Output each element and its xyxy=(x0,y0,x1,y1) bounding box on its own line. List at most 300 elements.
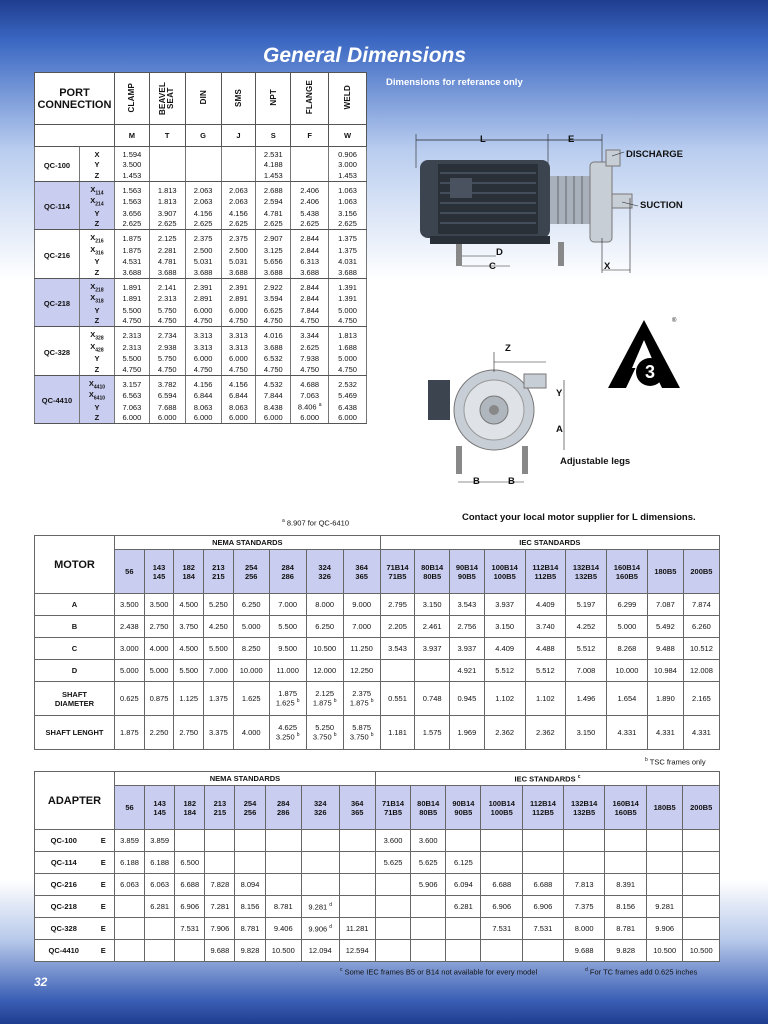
cell-value: 8.063 xyxy=(221,402,256,413)
cell-value: 9.906 $^d$ xyxy=(302,918,340,940)
cell-value: 3.937 xyxy=(415,638,450,660)
cell-value: 5.656 xyxy=(256,256,291,267)
cell-value xyxy=(481,852,523,874)
adapter-model-qc-4410: QC-4410 xyxy=(35,940,93,962)
label-suction: SUCTION xyxy=(640,200,683,211)
motor-row-c: C xyxy=(35,638,115,660)
cell-value: 2.362 xyxy=(484,716,525,750)
cell-value: 5.512 xyxy=(566,638,607,660)
cell-value: 6.000 xyxy=(185,413,221,424)
cell-value: 3.688 xyxy=(291,267,329,278)
cell-value: 4.750 xyxy=(256,316,291,327)
cell-value: 6.000 xyxy=(149,413,185,424)
cell-value: 6.688 xyxy=(523,874,564,896)
cell-value: 3.740 xyxy=(525,616,565,638)
cell-value: 10.000 xyxy=(606,660,647,682)
cell-value: 2.750 xyxy=(174,716,204,750)
cell-value: 3.150 xyxy=(415,594,450,616)
frame-col-header: 71B14 71B5 xyxy=(375,786,410,830)
cell-value: 6.532 xyxy=(256,353,291,364)
a3-logo-icon xyxy=(604,318,692,390)
cell-value: 6.500 xyxy=(175,852,205,874)
cell-value: 8.063 xyxy=(185,402,221,413)
cell-value: 5.250 3.750 $^b$ xyxy=(306,716,343,750)
adapter-footnote-c: $^c$ Some IEC frames B5 or B14 not available for every model xyxy=(340,967,538,977)
cell-value: 3.688 xyxy=(256,342,291,354)
cell-value: 8.156 xyxy=(235,896,265,918)
motor-row-a: A xyxy=(35,594,115,616)
cell-value: 8.781 xyxy=(605,918,647,940)
cell-value: 5.000 xyxy=(329,353,367,364)
row-key: Y xyxy=(79,159,114,170)
row-key: Y xyxy=(79,305,114,316)
cell-value: 4.921 xyxy=(450,660,485,682)
cell-value: 1.891 xyxy=(114,293,149,305)
cell-value: 1.875 xyxy=(114,245,149,257)
cell-value: 2.844 xyxy=(291,230,329,245)
cell-value: 9.500 xyxy=(269,638,306,660)
row-key: Y xyxy=(79,353,114,364)
cell-value: 6.906 xyxy=(481,896,523,918)
cell-value: 1.890 xyxy=(647,682,683,716)
cell-value: 7.844 xyxy=(291,305,329,316)
frame-col-header: 180B5 xyxy=(646,786,682,830)
cell-value: 2.063 xyxy=(185,181,221,196)
cell-value: 2.375 xyxy=(221,230,256,245)
cell-value: 1.375 xyxy=(329,245,367,257)
cell-value: 5.031 xyxy=(185,256,221,267)
nema-standards-header: NEMA STANDARDS xyxy=(115,536,381,550)
cell-value xyxy=(481,830,523,852)
cell-value: 2.625 xyxy=(185,219,221,230)
cell-value: 6.000 xyxy=(114,413,149,424)
cell-value: 6.563 xyxy=(114,390,149,402)
label-C: C xyxy=(489,261,496,272)
frame-col-header: 112B14 112B5 xyxy=(523,786,564,830)
row-key: $X_{114}$ xyxy=(79,181,114,196)
cell-value: 10.984 xyxy=(647,660,683,682)
row-key: Z xyxy=(79,170,114,181)
row-key: Z xyxy=(79,267,114,278)
cell-value: 5.492 xyxy=(647,616,683,638)
cell-value: 2.375 1.875 $^b$ xyxy=(343,682,380,716)
cell-value: 6.250 xyxy=(306,616,343,638)
frame-col-header: 100B14 100B5 xyxy=(481,786,523,830)
cell-value: 1.125 xyxy=(174,682,204,716)
cell-value: 1.063 xyxy=(329,181,367,196)
cell-value: 1.891 xyxy=(114,278,149,293)
row-key: Y xyxy=(79,402,114,413)
cell-value: 5.000 xyxy=(329,305,367,316)
cell-value xyxy=(205,830,235,852)
cell-value: 6.688 xyxy=(175,874,205,896)
cell-value: 10.000 xyxy=(233,660,269,682)
adapter-header: ADAPTER xyxy=(35,772,115,830)
cell-value xyxy=(375,940,410,962)
cell-value: 9.281 $^d$ xyxy=(302,896,340,918)
cell-value: 11.250 xyxy=(343,638,380,660)
cell-value: 3.500 xyxy=(144,594,174,616)
cell-value: 3.156 xyxy=(329,208,367,219)
frame-col-header: 182 184 xyxy=(174,550,204,594)
cell-value xyxy=(523,852,564,874)
cell-value: 10.500 xyxy=(265,940,301,962)
cell-value: 1.453 xyxy=(114,170,149,181)
row-key: $X_{316}$ xyxy=(79,245,114,257)
frame-col-header: 364 365 xyxy=(343,550,380,594)
cell-value: 6.063 xyxy=(115,874,145,896)
cell-value: 9.688 xyxy=(205,940,235,962)
motor-row-b: B xyxy=(35,616,115,638)
cell-value: 12.594 xyxy=(339,940,375,962)
cell-value xyxy=(185,170,221,181)
cell-value: 3.688 xyxy=(329,267,367,278)
cell-value xyxy=(115,918,145,940)
cell-value: 2.500 xyxy=(185,245,221,257)
cell-value: 4.781 xyxy=(256,208,291,219)
cell-value: 4.156 xyxy=(221,375,256,390)
cell-value xyxy=(235,852,265,874)
cell-value: 2.313 xyxy=(149,293,185,305)
cell-value xyxy=(563,852,605,874)
cell-value: 0.906 xyxy=(329,147,367,160)
cell-value xyxy=(221,170,256,181)
adapter-model-qc-114: QC-114 xyxy=(35,852,93,874)
page-subtitle: Dimensions for referance only xyxy=(386,77,523,88)
cell-value: 6.688 xyxy=(481,874,523,896)
row-key: Z xyxy=(79,316,114,327)
cell-value: 5.875 3.750 $^b$ xyxy=(343,716,380,750)
port-connection-header: PORT CONNECTION xyxy=(35,73,115,125)
cell-value: 2.795 xyxy=(380,594,415,616)
cell-value: 3.600 xyxy=(411,830,446,852)
frame-col-header: 100B14 100B5 xyxy=(484,550,525,594)
cell-value: 8.406 $^a$ xyxy=(291,402,329,413)
cell-value: 6.188 xyxy=(115,852,145,874)
cell-value: 5.512 xyxy=(525,660,565,682)
cell-value: 2.313 xyxy=(114,342,149,354)
frame-col-header: 200B5 xyxy=(683,786,720,830)
cell-value: 2.141 xyxy=(149,278,185,293)
cell-value: 4.331 xyxy=(683,716,719,750)
cell-value: 7.063 xyxy=(114,402,149,413)
cell-value: 7.000 xyxy=(269,594,306,616)
label-adjustable-legs: Adjustable legs xyxy=(560,456,631,467)
cell-value: 6.906 xyxy=(175,896,205,918)
cell-value xyxy=(115,896,145,918)
cell-value: 2.625 xyxy=(114,219,149,230)
cell-value: 4.532 xyxy=(256,375,291,390)
cell-value: 7.087 xyxy=(647,594,683,616)
cell-value: 2.891 xyxy=(221,293,256,305)
cell-value: 3.150 xyxy=(484,616,525,638)
col-sms: SMS xyxy=(233,88,243,107)
cell-value: 2.594 xyxy=(256,196,291,208)
cell-value: 0.625 xyxy=(115,682,145,716)
cell-value: 4.781 xyxy=(149,256,185,267)
cell-value: 4.156 xyxy=(185,208,221,219)
frame-col-header: 180B5 xyxy=(647,550,683,594)
cell-value: 3.543 xyxy=(380,638,415,660)
cell-value: 4.750 xyxy=(291,316,329,327)
cell-value: 1.063 xyxy=(329,196,367,208)
cell-value: 6.094 xyxy=(446,874,481,896)
cell-value: 2.625 xyxy=(256,219,291,230)
cell-value: 6.125 xyxy=(446,852,481,874)
label-discharge: DISCHARGE xyxy=(626,149,684,160)
cell-value: 7.938 xyxy=(291,353,329,364)
cell-value xyxy=(265,852,301,874)
cell-value: 4.750 xyxy=(221,364,256,375)
cell-value: 9.000 xyxy=(343,594,380,616)
row-key: $X_{216}$ xyxy=(79,230,114,245)
cell-value: 8.250 xyxy=(233,638,269,660)
adapter-footnote-d: $^d$ For TC frames add 0.625 inches xyxy=(585,967,698,977)
frame-col-header: 132B14 132B5 xyxy=(563,786,605,830)
cell-value: 5.500 xyxy=(204,638,234,660)
cell-value: 4.331 xyxy=(647,716,683,750)
cell-value: 5.000 xyxy=(233,616,269,638)
cell-value: 3.000 xyxy=(115,638,145,660)
cell-value: 4.000 xyxy=(233,716,269,750)
frame-col-header: 284 286 xyxy=(269,550,306,594)
cell-value xyxy=(415,660,450,682)
adapter-key: E xyxy=(93,852,115,874)
cell-value: 10.500 xyxy=(646,940,682,962)
cell-value: 3.594 xyxy=(256,293,291,305)
cell-value: 5.250 xyxy=(204,594,234,616)
cell-value: 4.016 xyxy=(256,327,291,342)
adapter-key: E xyxy=(93,918,115,940)
cell-value: 8.156 xyxy=(605,896,647,918)
frame-col-header: 160B14 160B5 xyxy=(606,550,647,594)
cell-value: 9.281 xyxy=(646,896,682,918)
model-qc-114: QC-114 xyxy=(35,181,80,230)
row-key: $X_{218}$ xyxy=(79,278,114,293)
cell-value: 4.531 xyxy=(114,256,149,267)
frame-col-header: 143 145 xyxy=(144,550,174,594)
cell-value: 5.625 xyxy=(411,852,446,874)
cell-value: 6.000 xyxy=(256,413,291,424)
motor-footnote: $^b$ TSC frames only xyxy=(645,757,706,767)
cell-value: 1.875 xyxy=(115,716,145,750)
cell-value xyxy=(185,147,221,160)
cell-value xyxy=(683,830,720,852)
row-key: $X_{4410}$ xyxy=(79,375,114,390)
cell-value: 7.375 xyxy=(563,896,605,918)
registered-mark: ® xyxy=(672,318,677,324)
cell-value xyxy=(523,830,564,852)
frame-col-header: 324 326 xyxy=(306,550,343,594)
frame-col-header: 213 215 xyxy=(205,786,235,830)
cell-value xyxy=(646,874,682,896)
label-Z: Z xyxy=(505,343,511,354)
cell-value xyxy=(683,852,720,874)
cell-value: 3.859 xyxy=(145,830,175,852)
cell-value: 2.891 xyxy=(185,293,221,305)
cell-value xyxy=(380,660,415,682)
cell-value: 4.750 xyxy=(221,316,256,327)
cell-value xyxy=(221,159,256,170)
cell-value: 4.000 xyxy=(144,638,174,660)
cell-value: 2.205 xyxy=(380,616,415,638)
cell-value: 7.000 xyxy=(204,660,234,682)
cell-value: 8.000 xyxy=(563,918,605,940)
cell-value xyxy=(302,830,340,852)
cell-value: 1.375 xyxy=(329,230,367,245)
frame-col-header: 80B14 80B5 xyxy=(415,550,450,594)
cell-value xyxy=(375,874,410,896)
adapter-model-qc-328: QC-328 xyxy=(35,918,93,940)
cell-value: 5.500 xyxy=(114,353,149,364)
cell-value: 2.391 xyxy=(185,278,221,293)
cell-value: 2.922 xyxy=(256,278,291,293)
row-key: Z xyxy=(79,219,114,230)
cell-value xyxy=(115,940,145,962)
cell-value: 8.781 xyxy=(265,896,301,918)
cell-value: 2.938 xyxy=(149,342,185,354)
col-clamp: CLAMP xyxy=(127,82,137,113)
cell-value: 3.313 xyxy=(185,342,221,354)
label-D: D xyxy=(496,247,503,258)
cell-value: 6.000 xyxy=(185,305,221,316)
cell-value: 2.438 xyxy=(115,616,145,638)
cell-value: 2.063 xyxy=(185,196,221,208)
cell-value: 1.654 xyxy=(606,682,647,716)
cell-value: 2.844 xyxy=(291,293,329,305)
cell-value: 3.656 xyxy=(114,208,149,219)
label-L: L xyxy=(480,134,486,145)
motor-supplier-note: Contact your local motor supplier for L dimensions. xyxy=(462,512,696,523)
cell-value: 3.500 xyxy=(114,159,149,170)
letter-s: S xyxy=(256,125,291,147)
frame-col-header: 254 256 xyxy=(235,786,265,830)
cell-value: 2.250 xyxy=(144,716,174,750)
cell-value xyxy=(646,830,682,852)
adapter-model-qc-100: QC-100 xyxy=(35,830,93,852)
model-qc-100: QC-100 xyxy=(35,147,80,182)
cell-value: 4.750 xyxy=(149,316,185,327)
cell-value xyxy=(411,896,446,918)
cell-value: 4.252 xyxy=(566,616,607,638)
cell-value: 1.391 xyxy=(329,278,367,293)
label-A: A xyxy=(556,424,563,435)
cell-value xyxy=(302,852,340,874)
frame-col-header: 213 215 xyxy=(204,550,234,594)
cell-value: 3.937 xyxy=(484,594,525,616)
cell-value: 2.313 xyxy=(114,327,149,342)
cell-value: 11.000 xyxy=(269,660,306,682)
cell-value: 2.734 xyxy=(149,327,185,342)
row-key: Z xyxy=(79,413,114,424)
cell-value: 9.488 xyxy=(647,638,683,660)
cell-value xyxy=(149,159,185,170)
cell-value: 2.375 xyxy=(185,230,221,245)
cell-value xyxy=(446,830,481,852)
cell-value: 5.031 xyxy=(221,256,256,267)
row-key: Y xyxy=(79,208,114,219)
col-din: DIN xyxy=(198,90,208,105)
frame-col-header: 90B14 90B5 xyxy=(446,786,481,830)
cell-value: 2.844 xyxy=(291,278,329,293)
cell-value: 7.874 xyxy=(683,594,719,616)
cell-value: 7.688 xyxy=(149,402,185,413)
cell-value: 3.313 xyxy=(221,342,256,354)
cell-value: 9.828 xyxy=(235,940,265,962)
row-key: Y xyxy=(79,256,114,267)
cell-value: 3.543 xyxy=(450,594,485,616)
cell-value: 2.750 xyxy=(144,616,174,638)
cell-value: 5.500 xyxy=(114,305,149,316)
cell-value: 1.102 xyxy=(484,682,525,716)
motor-row-shaft-lenght: SHAFT LENGHT xyxy=(35,716,115,750)
cell-value: 2.165 xyxy=(683,682,719,716)
page-title: General Dimensions xyxy=(263,44,467,67)
label-Y: Y xyxy=(556,388,563,399)
label-E: E xyxy=(568,134,575,145)
cell-value: 1.625 xyxy=(233,682,269,716)
cell-value: 7.906 xyxy=(205,918,235,940)
cell-value: 2.461 xyxy=(415,616,450,638)
cell-value: 9.406 xyxy=(265,918,301,940)
row-key: $X_{328}$ xyxy=(79,327,114,342)
cell-value: 6.000 xyxy=(329,413,367,424)
letter-f: F xyxy=(291,125,329,147)
cell-value: 8.000 xyxy=(306,594,343,616)
cell-value: 7.008 xyxy=(566,660,607,682)
cell-value: 1.375 xyxy=(204,682,234,716)
frame-col-header: 112B14 112B5 xyxy=(525,550,565,594)
frame-col-header: 324 326 xyxy=(302,786,340,830)
cell-value: 6.438 xyxy=(329,402,367,413)
cell-value xyxy=(446,940,481,962)
cell-value xyxy=(646,852,682,874)
cell-value xyxy=(339,874,375,896)
label-B-right: B xyxy=(508,476,515,487)
cell-value: 2.281 xyxy=(149,245,185,257)
cell-value: 2.406 xyxy=(291,196,329,208)
cell-value: 4.688 xyxy=(291,375,329,390)
cell-value xyxy=(411,940,446,962)
cell-value: 4.156 xyxy=(221,208,256,219)
iec-standards-header: IEC STANDARDS xyxy=(380,536,719,550)
cell-value: 5.500 xyxy=(269,616,306,638)
cell-value: 6.260 xyxy=(683,616,719,638)
cell-value: 9.828 xyxy=(605,940,647,962)
cell-value: 4.750 xyxy=(185,316,221,327)
cell-value: 8.391 xyxy=(605,874,647,896)
cell-value: 4.625 3.250 $^b$ xyxy=(269,716,306,750)
cell-value: 3.313 xyxy=(185,327,221,342)
cell-value: 4.409 xyxy=(525,594,565,616)
label-B-left: B xyxy=(473,476,480,487)
cell-value: 6.000 xyxy=(185,353,221,364)
cell-value: 8.438 xyxy=(256,402,291,413)
port-footnote-text: 8.907 for QC-6410 xyxy=(286,518,349,528)
model-qc-328: QC-328 xyxy=(35,327,80,376)
cell-value xyxy=(563,830,605,852)
cell-value: 3.313 xyxy=(221,327,256,342)
pump-front-diagram xyxy=(428,350,578,490)
adapter-dimensions-table xyxy=(34,771,720,962)
cell-value: 3.688 xyxy=(256,267,291,278)
cell-value: 1.563 xyxy=(114,196,149,208)
cell-value: 1.813 xyxy=(149,196,185,208)
cell-value: 6.000 xyxy=(221,413,256,424)
cell-value: 3.344 xyxy=(291,327,329,342)
cell-value: 3.500 xyxy=(115,594,145,616)
cell-value: 2.625 xyxy=(329,219,367,230)
